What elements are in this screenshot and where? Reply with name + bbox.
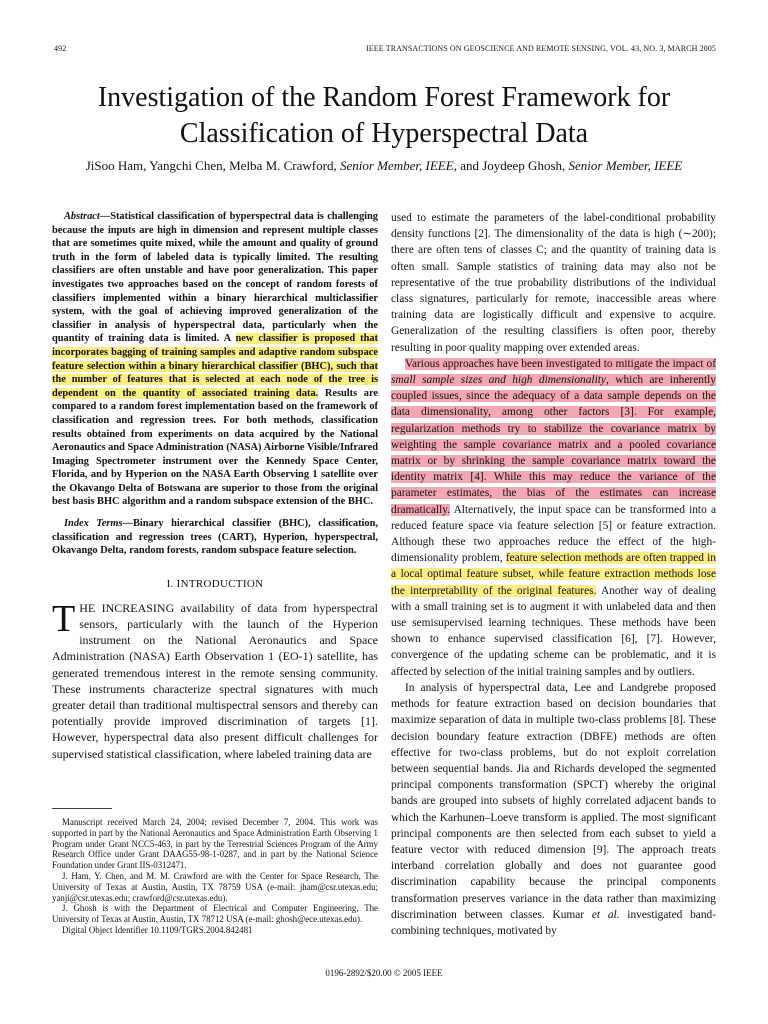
abstract-label: Abstract [64,211,100,222]
paragraph-3-b: investigated band-combining techniques, motivated by [391,908,717,937]
paragraph-3-a: In analysis of hyperspectral data, Lee and Landgrebe proposed methods for feature extraction based on decision boundaries that maximize separation of data in multiple two-class problems [8]. These decision boundary feature extraction (DBFE) methods are often effective for two-class problems, but do not exploit correlation between sequential bands. Jia and Richards developed the segmented principal components transformation (SPCT) whereby the original bands are grouped into subsets of highly correlated adjacent bands to which the Karhunen–Loeve transform is applied. The most significant principal components are then selected from each subset to yield a feature vector with reduced dimension [9]. The approach treats interband correlation globally and does not guarantee good discrimination capability because the principal components transformation preserves variance in the data rather than maximizing discrimination between classes. Kumar [391,681,716,921]
paragraph-2 [391,356,716,680]
highlight-pink-em: small sample sizes and high dimensionality [391,374,606,387]
footnote-affiliation-1: J. Ham, Y. Chen, and M. M. Crawford are with the Center for Space Research, The University of Texas at Austin, Austin, TX 78759 USA (e-mail: jham@csr.utexas.edu; yanji@csr.utexas.edu; crawford@csr.utexas.edu). [52,870,378,903]
left-column [52,210,378,762]
index-terms-text: —Binary hierarchical classifier (BHC), classification, classification and regression trees (CART), Hyperion, hyperspectral, Okavango Delta, random forests, random subspace feature selection. [52,518,378,557]
abstract-text-pre: —Statistical classification of byperspectral data is challenging because the inputs are high in dimension and represent multiple classes that are sometimes quite mixed, while the amount and quality of ground truth in the form of labeled data is typically limited. The resulting classifiers are often unstable and have poor generalization. This paper investigates two approaches based on the concept of random forests of classifiers implemented within a binary hierarchical multiclassifier system, with the goal of achieving improved generalization of the classifier in analysis of hyperspectral data, particularly when the quantity of training data is limited. A [52,211,378,345]
highlight-yellow: feature selection methods are often trapped in a local optimal feature subset, while feature extraction methods lose the interpretability of the original features. [391,552,716,597]
paragraph-3 [391,680,716,939]
paper-title [40,80,728,152]
abstract-highlight: new classifier is proposed that incorporates bagging of training samples and adaptive random subspace feature selection within a binary hierarchical classifier (BHC), such that the number of features that is selected at each node of the tree is dependent on the quantity of associated training data. [52,333,379,399]
right-column [391,210,716,939]
author-membership-a: Senior Member, IEEE [339,158,454,173]
author-list [30,158,738,174]
author-membership-b: Senior Member, IEEE [568,158,683,173]
section-title-rest: NTRODUCTION [180,577,264,590]
page-number: 492 [54,44,67,53]
footnote-rule [52,808,112,809]
footnote-manuscript: Manuscript received March 24, 2004; revised December 7, 2004. This work was supported in part by the National Aeronautics and Space Administration Earth Observing 1 Program under Grant NCC5-463, in part by the Terrestrial Sciences Program of the Army Research Office under Grant DAAG55-98-1-0287, and in part by the National Science Foundation under Grant IIS-0312471. [52,817,378,871]
author-names-a: JiSoo Ham, Yangchi Chen, Melba M. Crawford, [85,158,340,173]
intro-paragraph [52,597,378,762]
intro-text: HE INCREASING availability of data from hyperspectral sensors, particularly with the launch of the Hyperion instrument on the National Aeronautics and Space Administration (NASA) Earth Observation 1 (EO-1) satellite, has generated tremendous interest in the remote sensing community. These instruments characterize spectral signatures with much greater detail than traditional multispectral sensors and thereby can potentially provide improved discrimination of targets [1]. However, hyperspectral data also present difficult challenges for supervised statistical classification, where labeled training data are [52,600,378,761]
index-terms [52,517,378,558]
index-terms-label: Index Terms [64,518,123,530]
abstract [52,210,378,509]
section-numeral: I. [166,577,177,590]
section-heading-introduction [52,578,378,590]
highlight-pink-b: , which are inherently coupled issues, since the adequacy of a data sample depends on the data dimensionality, among other factors [3]. For example, regularization methods try to stabilize the covariance matrix by weighting the sample covariance matrix and a pooled covariance matrix or by shrinking the sample covariance matrix toward the identity matrix [4]. While this may reduce the variance of the parameter estimates, the bias of the estimates can increase dramatically. [391,374,716,516]
paragraph-2-mid: Alternatively, the input space can be transformed into a reduced feature space via feature selection [5] or feature extraction. Although these two approaches reduce the effect of the high-dimensionality problem, [391,503,716,565]
drop-cap-letter: T [52,597,76,640]
paragraph-3-em: et al. [591,908,620,921]
journal-name: IEEE TRANSACTIONS ON GEOSCIENCE AND REMOTE SENSING, VOL. 43, NO. 3, MARCH 2005 [366,44,716,53]
abstract-text-post: Results are compared to a random forest implementation based on the framework of classification and regression trees. For both methods, classification results obtained from experiments on data acquired by the National Aeronautics and Space Administration (NASA) Airborne Visible/Infrared Imaging Spectrometer instrument over the Kennedy Space Center, Florida, and by Hyperion on the NASA Earth Observing 1 satellite over the Okavango Delta of Botswana are superior to those from the original best basis BHC algorithm and a random subspace extension of the BHC. [52,387,378,508]
title-line-1: Investigation of the Random Forest Framework for [97,82,671,113]
author-names-b: , and Joydeep Ghosh, [453,158,569,173]
copyright-line: 0196-2892/$20.00 © 2005 IEEE [325,968,443,978]
paragraph-1: used to estimate the parameters of the label-conditional probability density functions [2]. The dimensionality of the data is high (∼200); there are often tens of classes C; and the quantity of training data is often small. Sample statistics of training data may also not be representative of the true probability distributions of the individual class signatures, particularly for remote, inaccessible areas where training data are logistically difficult and expensive to acquire. Generalization of the resulting classifiers is often poor, thereby resulting in poor quality mapping over extended areas. [391,212,716,354]
highlight-pink-a: Various approaches have been investigated to mitigate the impact of [405,357,716,370]
footnote [52,817,378,936]
footnote-affiliation-2: J. Ghosh is with the Department of Electrical and Computer Engineering, The University of Texas at Austin, Austin, TX 78712 USA (e-mail: ghosh@ece.utexas.edu). [52,903,378,925]
section-title-initial: I [176,577,181,590]
paragraph-2-end: Another way of dealing with a small training set is to augment it with unlabeled data and then use semisupervised learning techniques. These methods have been shown to enhance supervised classification [6], [7]. However, convergence of the updating scheme can be problematic, and it is affected by selection of the initial training samples and by outliers. [391,584,716,678]
footnote-doi: Digital Object Identifier 10.1109/TGRS.2004.842481 [62,924,253,935]
title-line-2: Classification of Hyperspectral Data [179,118,589,149]
